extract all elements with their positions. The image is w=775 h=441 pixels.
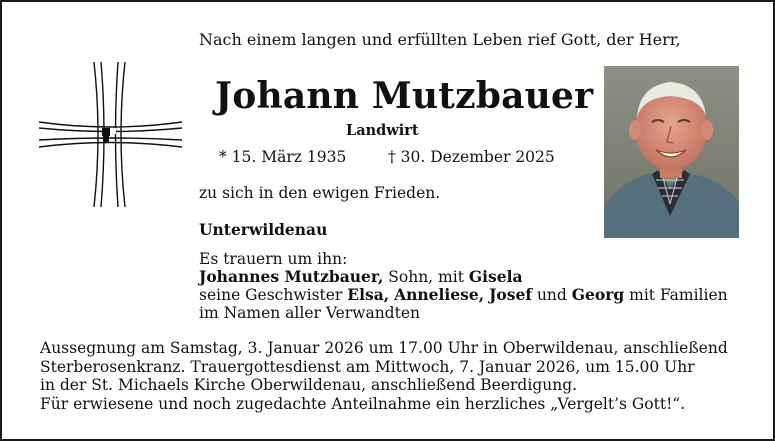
hometown: Unterwildenau	[199, 220, 328, 239]
son-partner: Gisela	[468, 267, 523, 286]
deceased-name: Johann Mutzbauer	[215, 75, 594, 117]
sibling-3: Josef	[489, 285, 533, 304]
siblings-pre: seine Geschwister	[199, 286, 348, 304]
service-line: Aussegnung am Samstag, 3. Januar 2026 um 17.00 Uhr in Oberwildenau, anschließend	[40, 339, 728, 357]
profession: Landwirt	[346, 122, 419, 139]
mourners-block	[199, 250, 728, 322]
service-line: Für erwiesene und noch zugedachte Anteilnahme ein herzliches „Vergelt’s Gott!“.	[40, 394, 686, 413]
mourners-line-siblings	[199, 286, 728, 304]
portrait-photo	[604, 66, 739, 238]
peace-text: zu sich in den ewigen Frieden.	[199, 184, 441, 202]
service-line: Sterberosenkranz. Trauergottesdienst am Mittwoch, 7. Januar 2026, um 15.00 Uhr	[40, 357, 695, 376]
death-date: † 30. Dezember 2025	[388, 148, 555, 166]
mourners-line-relatives: im Namen aller Verwandten	[199, 304, 420, 322]
birth-date: * 15. März 1935	[219, 148, 347, 166]
service-line: in der St. Michaels Kirche Oberwildenau, anschließend Beerdigung.	[40, 376, 578, 394]
service-details	[40, 339, 728, 413]
son-name: Johannes Mutzbauer,	[199, 267, 384, 286]
cross-icon	[39, 62, 182, 207]
sibling-1: Elsa,	[347, 285, 390, 304]
siblings-post: mit Familien	[624, 286, 728, 304]
mourners-intro: Es trauern um ihn:	[199, 250, 348, 268]
mourners-line-son	[199, 268, 728, 286]
sibling-4: Georg	[571, 285, 625, 304]
intro-text: Nach einem langen und erfüllten Leben rief Gott, der Herr,	[199, 30, 681, 49]
siblings-mid: und	[532, 286, 572, 304]
son-relation: Sohn, mit	[383, 268, 469, 286]
sibling-2: Anneliese,	[394, 285, 485, 304]
